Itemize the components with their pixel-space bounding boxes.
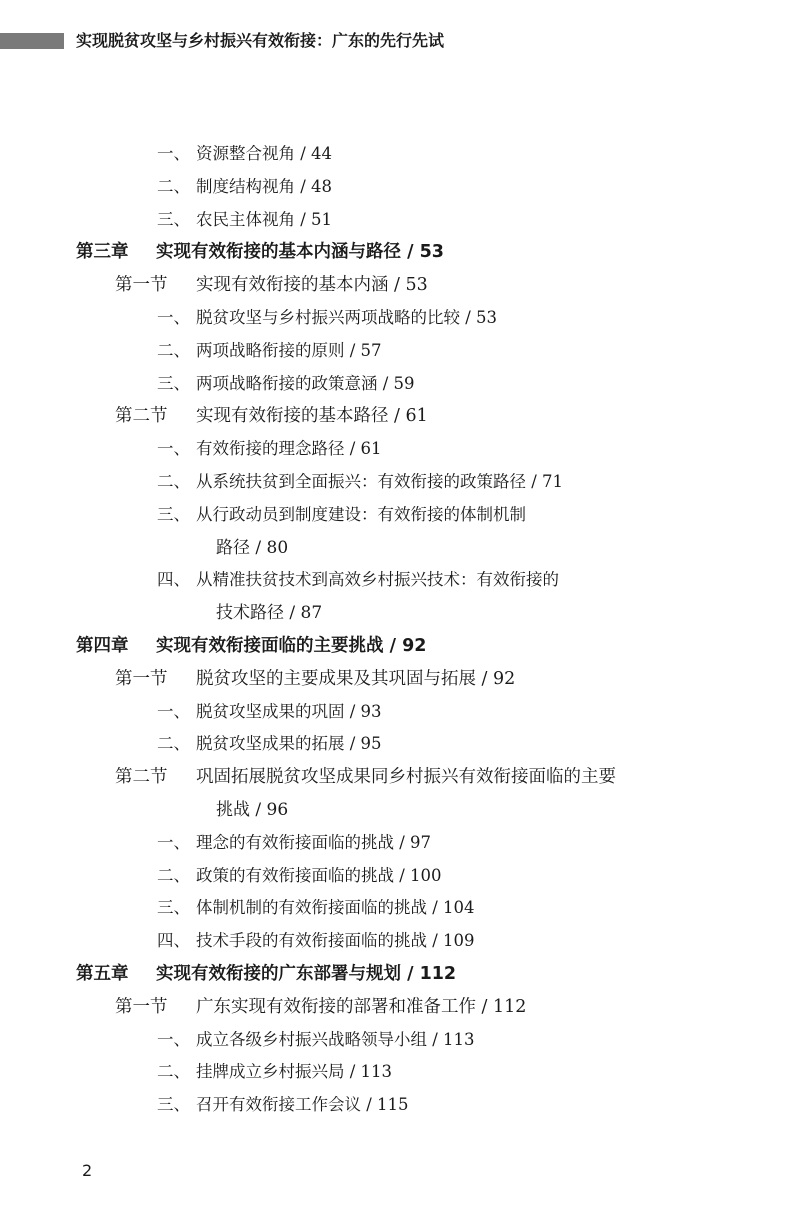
item-label: 一、 bbox=[157, 307, 190, 327]
item-title: 挂牌成立乡村振兴局 / 113 bbox=[196, 1062, 393, 1082]
toc-entry bbox=[0, 466, 790, 499]
item-title: 两项战略衔接的政策意涵 / 59 bbox=[196, 373, 415, 393]
toc-entry bbox=[0, 925, 790, 958]
chapter-label: 第四章 bbox=[76, 635, 129, 656]
item-label: 一、 bbox=[157, 1029, 190, 1049]
toc-entry bbox=[0, 860, 790, 893]
item-label: 二、 bbox=[157, 865, 190, 885]
item-title: 理念的有效衔接面临的挑战 / 97 bbox=[196, 832, 432, 852]
item-title: 农民主体视角 / 51 bbox=[196, 209, 333, 229]
item-title-continued: 路径 / 80 bbox=[216, 537, 289, 558]
toc-entry bbox=[0, 204, 790, 237]
item-title: 从行政动员到制度建设：有效衔接的体制机制 bbox=[196, 504, 526, 524]
chapter-label: 第三章 bbox=[76, 242, 129, 263]
item-title: 制度结构视角 / 48 bbox=[196, 176, 333, 196]
item-title: 脱贫攻坚与乡村振兴两项战略的比较 / 53 bbox=[196, 307, 498, 327]
toc-entry bbox=[0, 564, 790, 597]
section-title: 巩固拓展脱贫攻坚成果同乡村振兴有效衔接面临的主要 bbox=[196, 767, 616, 788]
toc-entry bbox=[0, 138, 790, 171]
section-title: 脱贫攻坚的主要成果及其巩固与拓展 / 92 bbox=[196, 668, 516, 689]
item-label: 三、 bbox=[157, 373, 190, 393]
section-label: 第二节 bbox=[115, 406, 168, 427]
toc-entry bbox=[0, 269, 790, 302]
table-of-contents bbox=[0, 138, 790, 1122]
toc-entry bbox=[0, 728, 790, 761]
toc-entry bbox=[0, 991, 790, 1024]
running-head: 实现脱贫攻坚与乡村振兴有效衔接：广东的先行先试 bbox=[76, 31, 445, 50]
item-title: 从系统扶贫到全面振兴：有效衔接的政策路径 / 71 bbox=[196, 471, 564, 491]
toc-entry bbox=[0, 368, 790, 401]
item-label: 四、 bbox=[157, 570, 190, 590]
section-label: 第二节 bbox=[115, 767, 168, 788]
chapter-label: 第五章 bbox=[76, 963, 129, 984]
item-label: 二、 bbox=[157, 340, 190, 360]
item-label: 三、 bbox=[157, 209, 190, 229]
chapter-title: 实现有效衔接的基本内涵与路径 / 53 bbox=[156, 242, 444, 263]
toc-entry bbox=[0, 400, 790, 433]
item-title: 体制机制的有效衔接面临的挑战 / 104 bbox=[196, 898, 475, 918]
toc-entry bbox=[0, 335, 790, 368]
chapter-title: 实现有效衔接的广东部署与规划 / 112 bbox=[156, 963, 457, 984]
item-title: 技术手段的有效衔接面临的挑战 / 109 bbox=[196, 931, 475, 951]
item-label: 二、 bbox=[157, 176, 190, 196]
toc-entry bbox=[0, 171, 790, 204]
section-title: 广东实现有效衔接的部署和准备工作 / 112 bbox=[196, 996, 527, 1017]
item-label: 三、 bbox=[157, 898, 190, 918]
section-label: 第一节 bbox=[115, 275, 168, 296]
item-title-continued: 技术路径 / 87 bbox=[216, 603, 323, 624]
toc-entry bbox=[0, 958, 790, 991]
toc-entry bbox=[0, 499, 790, 532]
toc-entry bbox=[0, 794, 790, 827]
item-title: 两项战略衔接的原则 / 57 bbox=[196, 340, 382, 360]
toc-entry bbox=[0, 236, 790, 269]
toc-entry bbox=[0, 630, 790, 663]
section-label: 第一节 bbox=[115, 668, 168, 689]
header-accent-bar bbox=[0, 33, 64, 49]
toc-entry bbox=[0, 696, 790, 729]
toc-entry bbox=[0, 663, 790, 696]
toc-entry bbox=[0, 761, 790, 794]
section-label: 第一节 bbox=[115, 996, 168, 1017]
item-label: 二、 bbox=[157, 471, 190, 491]
item-label: 一、 bbox=[157, 439, 190, 459]
item-label: 一、 bbox=[157, 832, 190, 852]
page-number: 2 bbox=[82, 1161, 93, 1180]
item-title: 脱贫攻坚成果的拓展 / 95 bbox=[196, 734, 382, 754]
item-title: 资源整合视角 / 44 bbox=[196, 144, 333, 163]
item-label: 二、 bbox=[157, 1062, 190, 1082]
toc-entry bbox=[0, 302, 790, 335]
item-label: 三、 bbox=[157, 1095, 190, 1115]
section-title-continued: 挑战 / 96 bbox=[216, 799, 289, 820]
toc-entry bbox=[0, 1056, 790, 1089]
item-label: 一、 bbox=[157, 701, 190, 721]
item-title: 召开有效衔接工作会议 / 115 bbox=[196, 1095, 409, 1115]
item-label: 三、 bbox=[157, 504, 190, 524]
item-title: 有效衔接的理念路径 / 61 bbox=[196, 439, 382, 459]
item-title: 从精准扶贫技术到高效乡村振兴技术：有效衔接的 bbox=[196, 570, 559, 590]
section-title: 实现有效衔接的基本内涵 / 53 bbox=[196, 275, 428, 296]
item-title: 政策的有效衔接面临的挑战 / 100 bbox=[196, 865, 442, 885]
toc-entry bbox=[0, 892, 790, 925]
item-title: 成立各级乡村振兴战略领导小组 / 113 bbox=[196, 1029, 475, 1049]
toc-entry bbox=[0, 532, 790, 565]
chapter-title: 实现有效衔接面临的主要挑战 / 92 bbox=[156, 635, 427, 656]
item-label: 一、 bbox=[157, 144, 190, 163]
item-label: 四、 bbox=[157, 931, 190, 951]
toc-entry bbox=[0, 1024, 790, 1057]
toc-entry bbox=[0, 1089, 790, 1122]
toc-entry bbox=[0, 827, 790, 860]
item-title: 脱贫攻坚成果的巩固 / 93 bbox=[196, 701, 382, 721]
toc-entry bbox=[0, 433, 790, 466]
item-label: 二、 bbox=[157, 734, 190, 754]
toc-entry bbox=[0, 597, 790, 630]
section-title: 实现有效衔接的基本路径 / 61 bbox=[196, 406, 428, 427]
